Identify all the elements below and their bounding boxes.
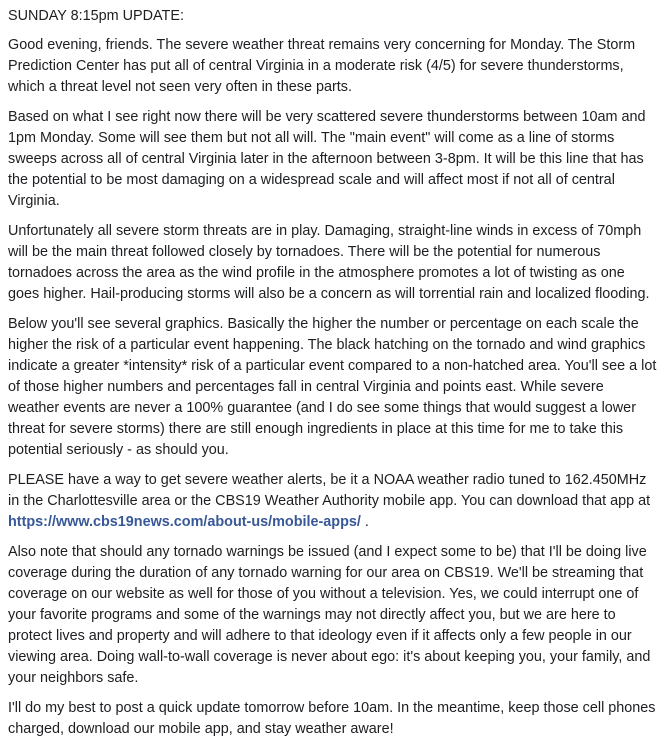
alerts-text: PLEASE have a way to get severe weather alerts, be it a NOAA weather radio tuned to 162.450MHz in the Charlottesville area or the CBS19 Weather Authority mobile app. You can download that app at xyxy=(8,472,651,509)
paragraph-closing: I'll do my best to post a quick update tomorrow before 10am. In the meantime, keep those cell phones charged, download our mobile app, and stay weather aware! xyxy=(8,700,656,737)
paragraph-intro: Good evening, friends. The severe weather threat remains very concerning for Monday. The Storm Prediction Center has put all of central Virginia in a moderate risk (4/5) for severe thunderstorms, which a threat level not seen very often in these parts. xyxy=(8,37,636,95)
update-heading: SUNDAY 8:15pm UPDATE: xyxy=(8,8,184,24)
paragraph-alerts xyxy=(8,470,658,533)
paragraph-threats: Unfortunately all severe storm threats are in play. Damaging, straight-line winds in excess of 70mph will be the main threat followed closely by tornadoes. There will be the potential for numerous tornadoes across the area as the wind profile in the atmosphere promotes a lot of twisting as one goes higher. Hail-producing storms will also be a concern as will torrential rain and localized flooding. xyxy=(8,223,650,302)
alerts-text-end: . xyxy=(360,514,369,530)
paragraph-coverage: Also note that should any tornado warnings be issued (and I expect some to be) that I'll be doing live coverage during the duration of any tornado warning for our area on CBS19. We'll be streaming that coverage on our website as well for those of you without a television. Yes, we could interrupt one of your favorite programs and some of the warnings may not directly affect you, but we are here to protect lives and property and will adhere to that ideology even if it affects only a few people in our viewing area. Doing wall-to-wall coverage is never about ego: it's about keeping you, your family, and your neighbors safe. xyxy=(8,544,651,686)
paragraph-graphics: Below you'll see several graphics. Basically the higher the number or percentage on each scale the higher the risk of a particular event happening. The black hatching on the tornado and wind graphics indicate a greater *intensity* risk of a particular event compared to a non-hatched area. You'll see a lot of those higher numbers and percentages fall in central Virginia and points east. While severe weather events are never a 100% guarantee (and I do see some things that would suggest a lower threat for severe storms) there are still enough ingredients in place at this time for me to take this potential seriously - as should you. xyxy=(8,316,657,458)
mobile-apps-link[interactable]: https://www.cbs19news.com/about-us/mobile-apps/ xyxy=(8,514,361,530)
paragraph-timing: Based on what I see right now there will be very scattered severe thunderstorms between 10am and 1pm Monday. Some will see them but not all will. The "main event" will come as a line of storms sweeps across all of central Virginia later in the afternoon between 3-8pm. It will be this line that has the potential to be most damaging on a widespread scale and will affect most if not all of central Virginia. xyxy=(8,109,646,209)
